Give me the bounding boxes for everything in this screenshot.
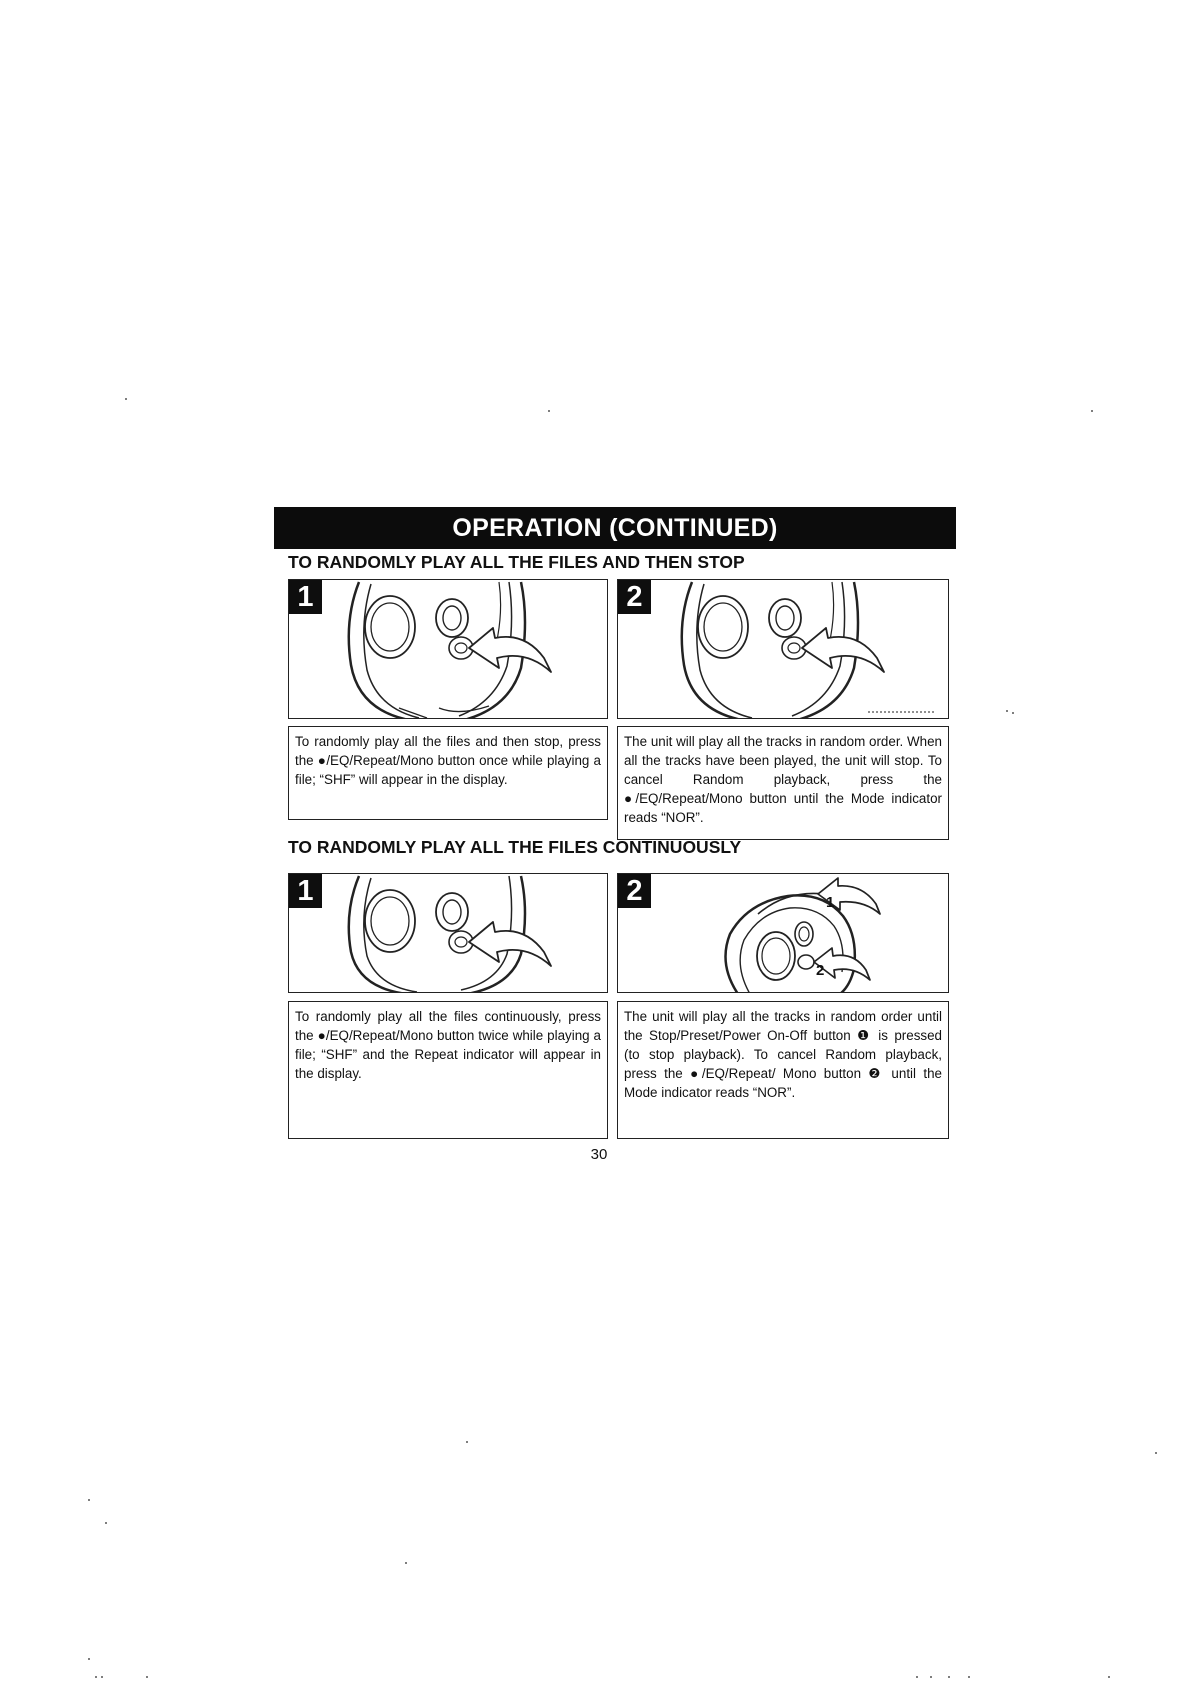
player-button-press-icon (618, 580, 949, 719)
scan-speck (95, 1676, 97, 1678)
scan-speck (948, 1676, 950, 1678)
scan-speck (105, 1522, 107, 1524)
player-button-press-icon (289, 580, 608, 719)
section-heading: TO RANDOMLY PLAY ALL THE FILES CONTINUOUSLY (288, 837, 742, 857)
scan-speck (916, 1676, 918, 1678)
step-number-badge: 2 (618, 580, 651, 614)
step-number-badge: 1 (289, 874, 322, 908)
scan-speck (405, 1562, 407, 1564)
scan-speck (466, 1441, 468, 1443)
scan-speck (1006, 710, 1008, 712)
player-button-press-icon (289, 874, 608, 993)
scan-speck (1091, 410, 1093, 412)
scan-speck (146, 1676, 148, 1678)
scan-speck (88, 1499, 90, 1501)
page-title: OPERATION (CONTINUED) (452, 513, 778, 542)
step-illustration (617, 873, 949, 993)
step-number-badge: 2 (618, 874, 651, 908)
step-number-badge: 1 (289, 580, 322, 614)
page-title-bar (274, 507, 956, 549)
scan-speck (1108, 1676, 1110, 1678)
scan-speck (968, 1676, 970, 1678)
step-illustration (288, 873, 608, 993)
step-instruction-text: The unit will play all the tracks in random order until the Stop/Preset/Power On-Off button ❶ is pressed (to stop playback). To cancel Random playback, press the ●/EQ/Repeat/ Mono button ❷ until the Mode indicator reads “NOR”. (617, 1001, 949, 1139)
step-instruction-text: To randomly play all the files and then stop, press the ●/EQ/Repeat/Mono button once while playing a file; “SHF” will appear in the display. (288, 726, 608, 820)
callout-number: 2 (816, 962, 825, 979)
player-two-buttons-icon (618, 874, 949, 993)
step-instruction-text: The unit will play all the tracks in random order. When all the tracks have been played, the unit will stop. To cancel Random playback, press the ●/EQ/Repeat/Mono button until the Mode indicator reads “NOR”. (617, 726, 949, 840)
scan-speck (1012, 712, 1014, 714)
scan-speck (1155, 1452, 1157, 1454)
step-instruction-text: To randomly play all the files continuously, press the ●/EQ/Repeat/Mono button twice while playing a file; “SHF” and the Repeat indicator will appear in the display. (288, 1001, 608, 1139)
step-illustration (617, 579, 949, 719)
scan-speck (101, 1676, 103, 1678)
scan-speck (930, 1676, 932, 1678)
scan-speck (548, 410, 550, 412)
step-illustration (288, 579, 608, 719)
section-heading: TO RANDOMLY PLAY ALL THE FILES AND THEN STOP (288, 552, 745, 572)
scan-speck (125, 398, 127, 400)
callout-number: 1 (826, 894, 835, 911)
scan-speck (88, 1658, 90, 1660)
page-number: 30 (590, 1146, 608, 1163)
